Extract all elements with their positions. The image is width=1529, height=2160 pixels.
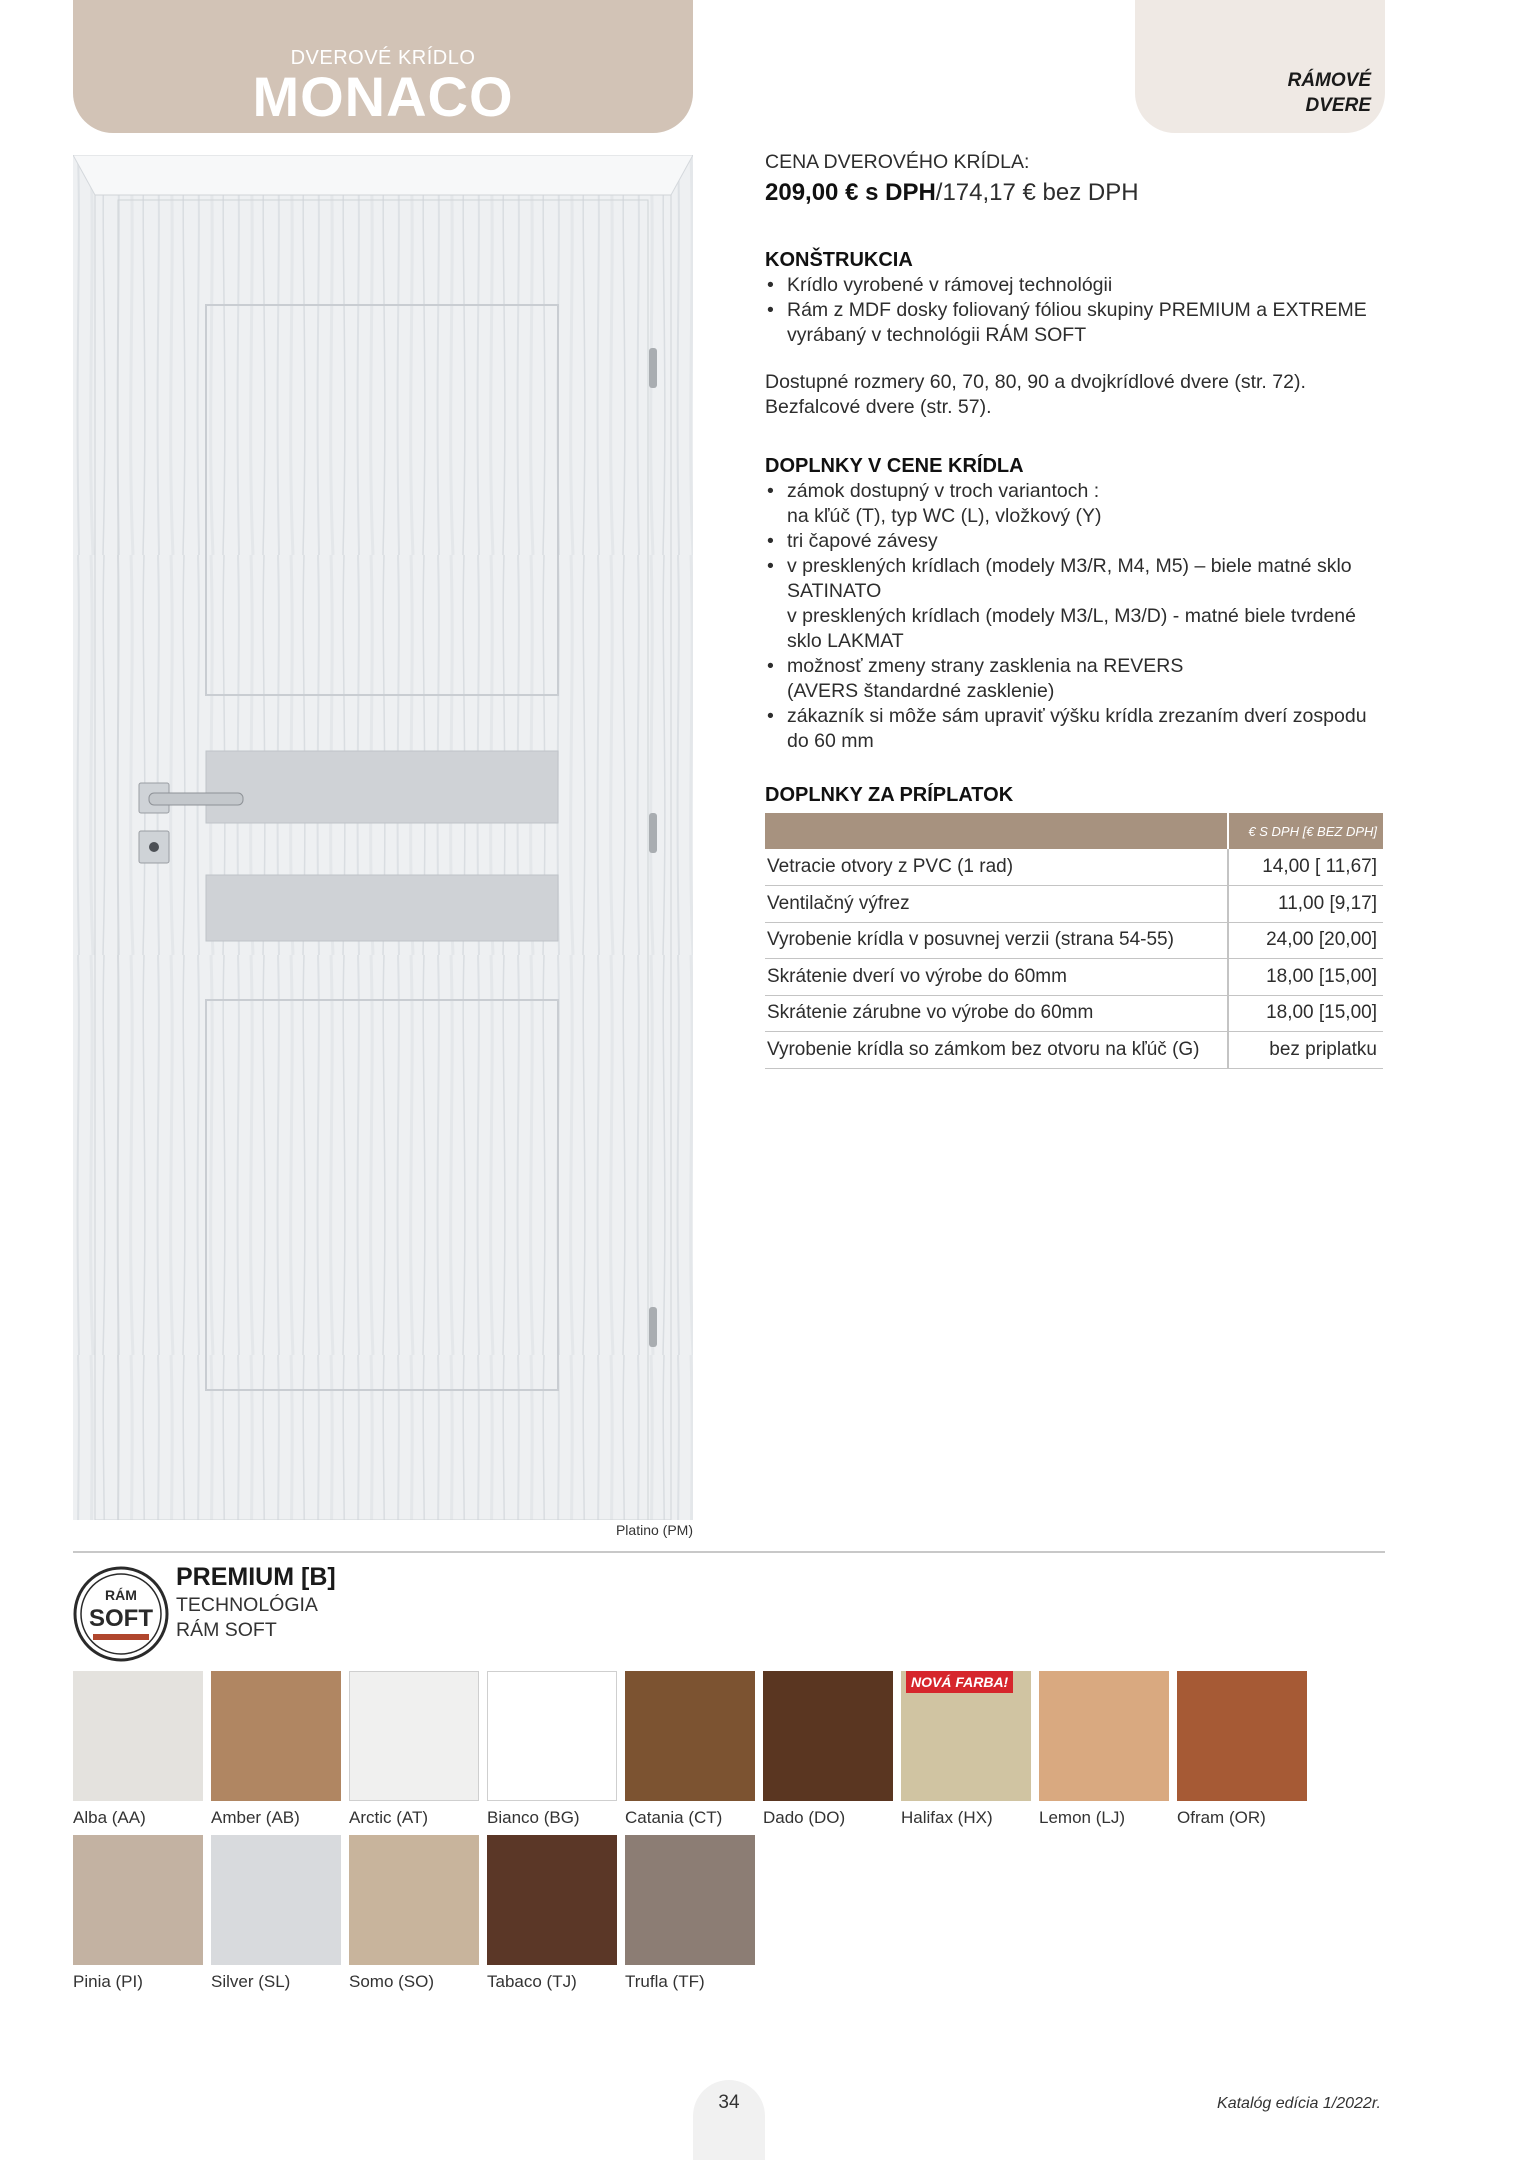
sizes-line-1: Dostupné rozmery 60, 70, 80, 90 a dvojkrídlové dvere (str. 72). [765, 371, 1306, 393]
product-supertitle: DVEROVÉ KRÍDLO [290, 47, 476, 69]
extra-price: 14,00 [ 11,67] [1228, 849, 1383, 886]
ram-soft-logo-icon [73, 1566, 169, 1662]
table-row [765, 995, 1383, 1032]
premium-line-3: RÁM SOFT [176, 1619, 277, 1641]
color-swatch-label: Catania (CT) [625, 1808, 723, 1827]
color-swatch-label: Bianco (BG) [487, 1808, 580, 1827]
price-column-header: € S DPH [€ BEZ DPH] [1228, 813, 1383, 849]
price-with-vat: 209,00 € s DPH [765, 179, 936, 206]
section-divider [73, 1551, 1385, 1553]
extra-price: 24,00 [20,00] [1228, 922, 1383, 959]
door-image [73, 155, 693, 1520]
color-swatch [1039, 1671, 1169, 1801]
list-item: • zákazník si môže sám upraviť výšku krídla zrezaním dverí zospodu do 60 mm [765, 704, 1385, 754]
construction-heading: KONŠTRUKCIA [765, 249, 913, 271]
premium-title: PREMIUM [B] [176, 1563, 336, 1591]
extra-name: Vyrobenie krídla v posuvnej verzii (strana 54-55) [765, 922, 1228, 959]
sizes-note [765, 370, 1385, 420]
extra-price: 18,00 [15,00] [1228, 995, 1383, 1032]
extra-name: Vetracie otvory z PVC (1 rad) [765, 849, 1228, 886]
extra-price: 18,00 [15,00] [1228, 959, 1383, 996]
extras-heading: DOPLNKY ZA PRÍPLATOK [765, 784, 1014, 806]
badge-top-text: RÁM [105, 1587, 137, 1603]
list-item: • tri čapové závesy [765, 529, 1385, 554]
premium-line-2: TECHNOLÓGIA [176, 1594, 318, 1616]
badge-main-text: SOFT [89, 1605, 153, 1632]
table-header-blank [765, 813, 1228, 849]
color-swatch [763, 1671, 893, 1801]
color-swatch-label: Arctic (AT) [349, 1808, 429, 1827]
list-item: • Krídlo vyrobené v rámovej technológii [765, 273, 1385, 298]
color-swatch [487, 1671, 617, 1801]
color-swatch-label: Tabaco (TJ) [487, 1972, 577, 1991]
list-item: • v presklených krídlach (modely M3/R, M4, M5) – biele matné sklo SATINATO v presklených krídlach (modely M3/L, M3/D) - matné biele tvrdené sklo LAKMAT [765, 554, 1385, 654]
color-swatch-label: Pinia (PI) [73, 1972, 143, 1991]
product-title: MONACO [252, 65, 514, 128]
color-swatch-label: Dado (DO) [763, 1808, 846, 1827]
sizes-line-2: Bezfalcové dvere (str. 57). [765, 396, 992, 418]
ram-soft-badge [73, 1566, 169, 1662]
category-tab [1135, 0, 1385, 133]
table-row [765, 849, 1383, 886]
color-swatch [625, 1671, 755, 1801]
color-swatch [211, 1671, 341, 1801]
door-illustration [73, 155, 693, 1520]
color-swatch-label: Lemon (LJ) [1039, 1808, 1125, 1827]
construction-list [765, 273, 1385, 348]
price-label: CENA DVEROVÉHO KRÍDLA: [765, 151, 1030, 173]
extra-name: Vyrobenie krídla so zámkom bez otvoru na kľúč (G) [765, 1032, 1228, 1069]
included-heading: DOPLNKY V CENE KRÍDLA [765, 455, 1024, 477]
table-row [765, 922, 1383, 959]
color-swatch [73, 1835, 203, 1965]
color-swatch [625, 1835, 755, 1965]
list-item: • možnosť zmeny strany zasklenia na REVERS (AVERS štandardné zasklenie) [765, 654, 1385, 704]
color-swatch-label: Alba (AA) [73, 1808, 146, 1827]
color-swatch-label: Amber (AB) [211, 1808, 300, 1827]
table-header-row [765, 813, 1383, 849]
color-swatch [73, 1671, 203, 1801]
category-line-2: DVERE [1305, 95, 1371, 116]
list-item: • Rám z MDF dosky foliovaný fóliou skupiny PREMIUM a EXTREME vyrábaný v technológii RÁM SOFT [765, 298, 1385, 348]
color-swatch [349, 1671, 479, 1801]
color-swatch [487, 1835, 617, 1965]
title-tab [73, 0, 693, 133]
table-row [765, 959, 1383, 996]
color-swatch-label: Trufla (TF) [625, 1972, 705, 1991]
color-swatch [349, 1835, 479, 1965]
color-swatch-label: Somo (SO) [349, 1972, 435, 1991]
extra-name: Ventilačný výfrez [765, 886, 1228, 923]
included-section [765, 454, 1385, 754]
price-without-vat: /174,17 € bez DPH [935, 179, 1139, 206]
list-item: • zámok dostupný v troch variantoch : na kľúč (T), typ WC (L), vložkový (Y) [765, 479, 1385, 529]
extra-name: Skrátenie zárubne vo výrobe do 60mm [765, 995, 1228, 1032]
category-line-1: RÁMOVÉ [1287, 70, 1371, 91]
color-swatch-label: Silver (SL) [211, 1972, 291, 1991]
extra-name: Skrátenie dverí vo výrobe do 60mm [765, 959, 1228, 996]
color-swatch-label: Halifax (HX) [901, 1808, 993, 1827]
extra-price: bez priplatku [1228, 1032, 1383, 1069]
table-row [765, 1032, 1383, 1069]
price-line [765, 178, 1385, 208]
color-swatch [1177, 1671, 1307, 1801]
color-swatch-label: Ofram (OR) [1177, 1808, 1266, 1827]
catalog-edition: Katalóg edícia 1/2022r. [1217, 2095, 1381, 2112]
color-swatch [211, 1835, 341, 1965]
included-list [765, 479, 1385, 754]
page-number: 34 [718, 2092, 740, 2113]
extras-table [765, 813, 1383, 1069]
extra-price: 11,00 [9,17] [1228, 886, 1383, 923]
new-color-badge: NOVÁ FARBA! [906, 1671, 1013, 1693]
table-row [765, 886, 1383, 923]
construction-section [765, 248, 1385, 348]
door-color-caption: Platino (PM) [615, 1522, 693, 1538]
